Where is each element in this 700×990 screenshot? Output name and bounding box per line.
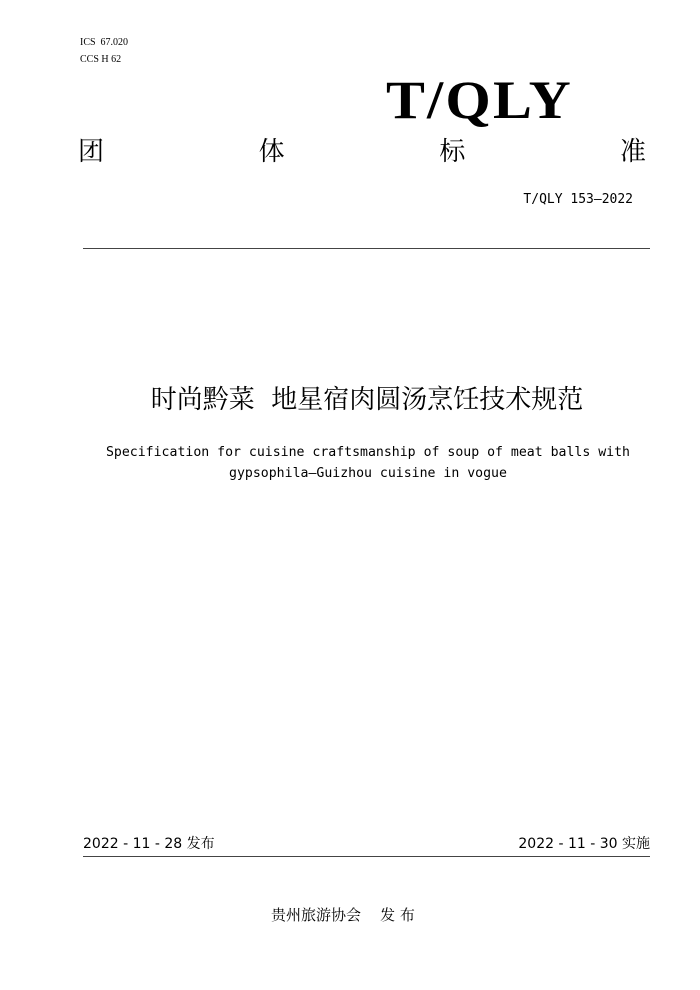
footer-divider bbox=[83, 856, 650, 857]
standard-type-char: 准 bbox=[619, 137, 646, 167]
standard-type-char: 团 bbox=[78, 137, 105, 167]
classification-codes bbox=[80, 34, 128, 68]
standard-type-char: 体 bbox=[258, 137, 285, 167]
standard-logo: T/QLY bbox=[386, 70, 573, 130]
standard-number: T/QLY 153—2022 bbox=[523, 192, 633, 207]
standard-type bbox=[78, 136, 646, 168]
issue-date: 2022 - 11 - 28 发布 bbox=[83, 836, 215, 852]
standard-type-char: 标 bbox=[439, 137, 466, 167]
english-title-line: gypsophila—Guizhou cuisine in vogue bbox=[229, 466, 507, 481]
document-title-chinese: 时尚黔菜 地星宿肉圆汤烹饪技术规范 bbox=[150, 385, 584, 415]
publisher: 贵州旅游协会 发 布 bbox=[271, 906, 415, 924]
ics-code: ICS 67.020 bbox=[80, 37, 129, 48]
implementation-date: 2022 - 11 - 30 实施 bbox=[518, 836, 650, 852]
document-title-english bbox=[60, 442, 676, 484]
header-divider bbox=[83, 248, 650, 249]
ccs-code: CCS H 62 bbox=[80, 54, 122, 65]
english-title-line: Specification for cuisine craftsmanship of soup of meat balls with bbox=[105, 445, 630, 460]
